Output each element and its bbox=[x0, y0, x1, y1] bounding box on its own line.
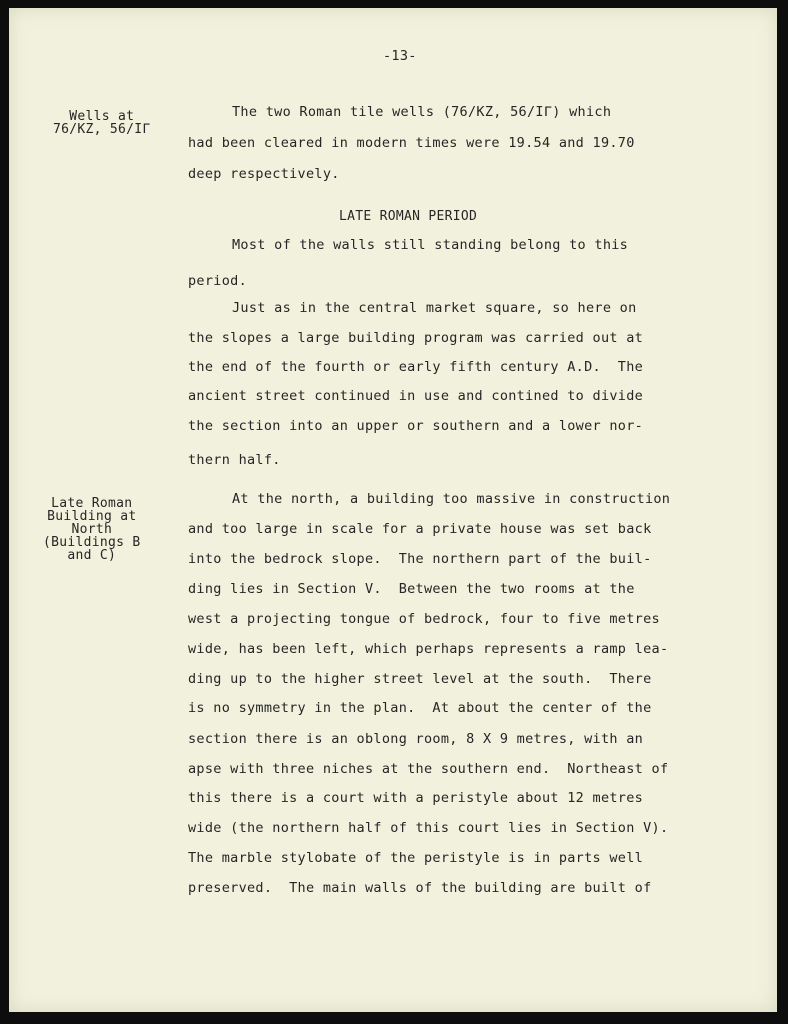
text-line: the slopes a large building program was carried out at bbox=[188, 330, 644, 346]
text-line: apse with three niches at the southern end. Northeast of bbox=[188, 761, 669, 777]
text-line: wide, has been left, which perhaps represents a ramp lea- bbox=[188, 641, 669, 657]
text-line: thern half. bbox=[188, 452, 281, 468]
text-line: the section into an upper or southern and a lower nor- bbox=[188, 418, 644, 434]
section-heading: LATE ROMAN PERIOD bbox=[339, 209, 478, 224]
text-line: wide (the northern half of this court lies in Section V). bbox=[188, 820, 669, 836]
margin-note-line: Late Roman bbox=[51, 496, 133, 511]
text-line: ancient street continued in use and contined to divide bbox=[188, 388, 644, 404]
margin-note-line: and C) bbox=[67, 548, 117, 563]
text-line: Most of the walls still standing belong to this bbox=[232, 237, 629, 253]
margin-note-line: 76/KZ, 56/IΓ bbox=[53, 122, 151, 137]
page-number: -13- bbox=[383, 48, 417, 64]
margin-note-line: Wells at bbox=[69, 109, 135, 124]
text-line: and too large in scale for a private house was set back bbox=[188, 521, 652, 537]
text-line: Just as in the central market square, so here on bbox=[232, 300, 637, 316]
text-line: At the north, a building too massive in construction bbox=[232, 491, 671, 507]
margin-note-line: Building at bbox=[47, 509, 137, 524]
text-line: the end of the fourth or early fifth century A.D. The bbox=[188, 359, 644, 375]
text-line: The marble stylobate of the peristyle is in parts well bbox=[188, 850, 644, 866]
text-line: ding up to the higher street level at the south. There bbox=[188, 671, 652, 687]
text-line: into the bedrock slope. The northern part of the buil- bbox=[188, 551, 652, 567]
text-line: had been cleared in modern times were 19.54 and 19.70 bbox=[188, 135, 635, 151]
text-line: is no symmetry in the plan. At about the center of the bbox=[188, 700, 652, 716]
text-line: The two Roman tile wells (76/KZ, 56/IΓ) which bbox=[232, 104, 612, 120]
text-line: deep respectively. bbox=[188, 166, 340, 182]
margin-note-late-roman-building bbox=[43, 497, 141, 562]
text-line: this there is a court with a peristyle about 12 metres bbox=[188, 790, 644, 806]
text-line: west a projecting tongue of bedrock, four to five metres bbox=[188, 611, 660, 627]
typewritten-page bbox=[9, 8, 777, 1012]
margin-note-line: North bbox=[71, 522, 113, 537]
text-line: preserved. The main walls of the building are built of bbox=[188, 880, 652, 896]
text-line: ding lies in Section V. Between the two rooms at the bbox=[188, 581, 635, 597]
margin-note-wells bbox=[53, 110, 151, 136]
text-line: period. bbox=[188, 273, 247, 289]
margin-note-line: (Buildings B bbox=[43, 535, 141, 550]
text-line: section there is an oblong room, 8 X 9 metres, with an bbox=[188, 731, 644, 747]
